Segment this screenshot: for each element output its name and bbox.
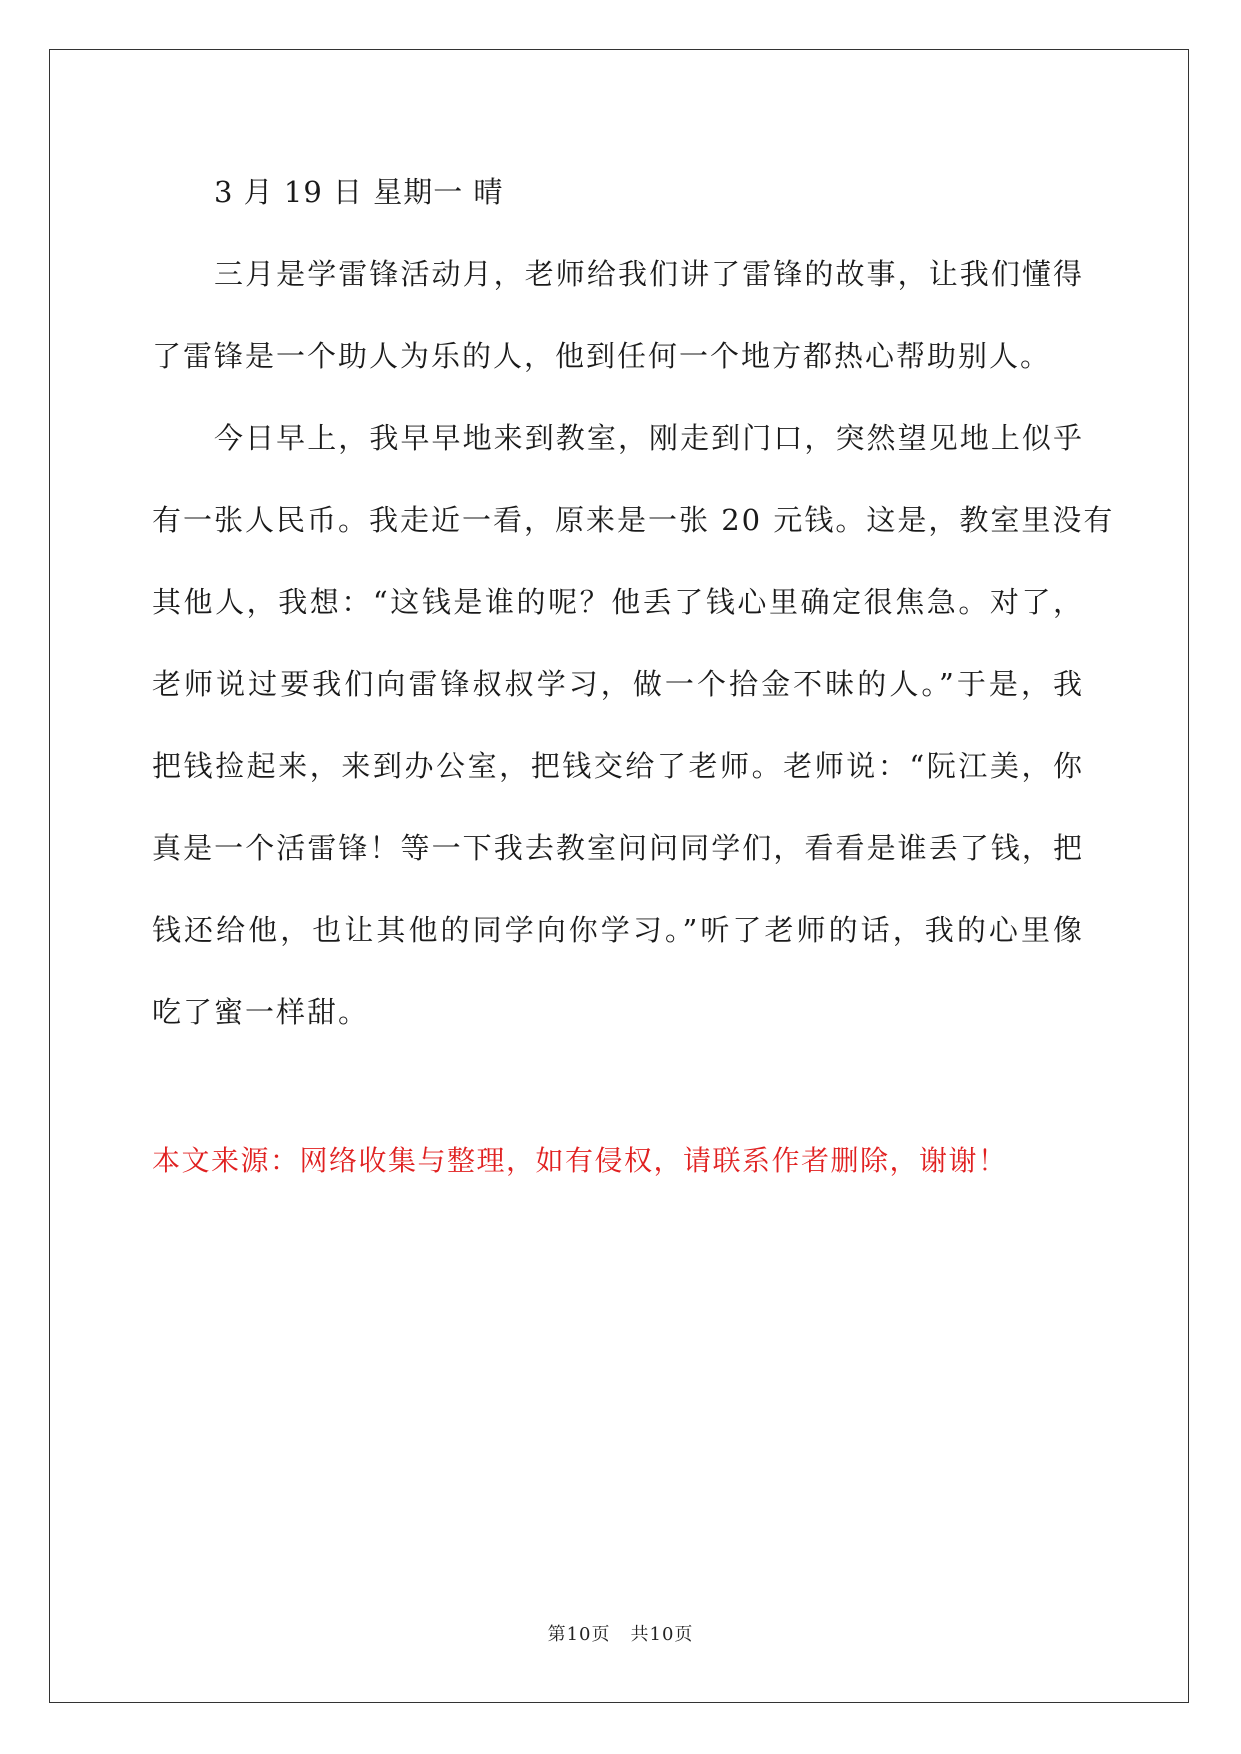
paragraph-line: 其他人，我想：“这钱是谁的呢？他丢了钱心里确定很焦急。对了， — [152, 585, 1084, 619]
page-total: 共10页 — [630, 1624, 694, 1645]
page-footer — [0, 1620, 1241, 1646]
document-body — [152, 168, 1115, 1070]
paragraph-2 — [152, 414, 1115, 1070]
paragraph-line: 吃了蜜一样甜。 — [152, 995, 370, 1029]
date-line: 3 月 19 日 星期一 晴 — [214, 175, 504, 209]
source-note: 本文来源：网络收集与整理，如有侵权，请联系作者删除，谢谢！ — [152, 1144, 1008, 1177]
paragraph-line: 真是一个活雷锋！等一下我去教室问问同学们，看看是谁丢了钱，把 — [152, 831, 1084, 865]
paragraph-line: 把钱捡起来，来到办公室，把钱交给了老师。老师说：“阮江美，你 — [152, 749, 1084, 783]
paragraph-line: 三月是学雷锋活动月，老师给我们讲了雷锋的故事，让我们懂得 — [214, 257, 1084, 291]
paragraph-1 — [152, 250, 1084, 414]
paragraph-line: 今日早上，我早早地来到教室，刚走到门口，突然望见地上似乎 — [214, 421, 1084, 455]
paragraph-line: 了雷锋是一个助人为乐的人，他到任何一个地方都热心帮助别人。 — [152, 339, 1052, 373]
paragraph-line: 钱还给他，也让其他的同学向你学习。”听了老师的话，我的心里像 — [152, 913, 1084, 947]
paragraph-line: 有一张人民币。我走近一看，原来是一张 20 元钱。这是，教室里没有 — [152, 503, 1115, 537]
page-number: 第10页 — [547, 1624, 611, 1645]
paragraph-line: 老师说过要我们向雷锋叔叔学习，做一个拾金不昧的人。”于是，我 — [152, 667, 1084, 701]
